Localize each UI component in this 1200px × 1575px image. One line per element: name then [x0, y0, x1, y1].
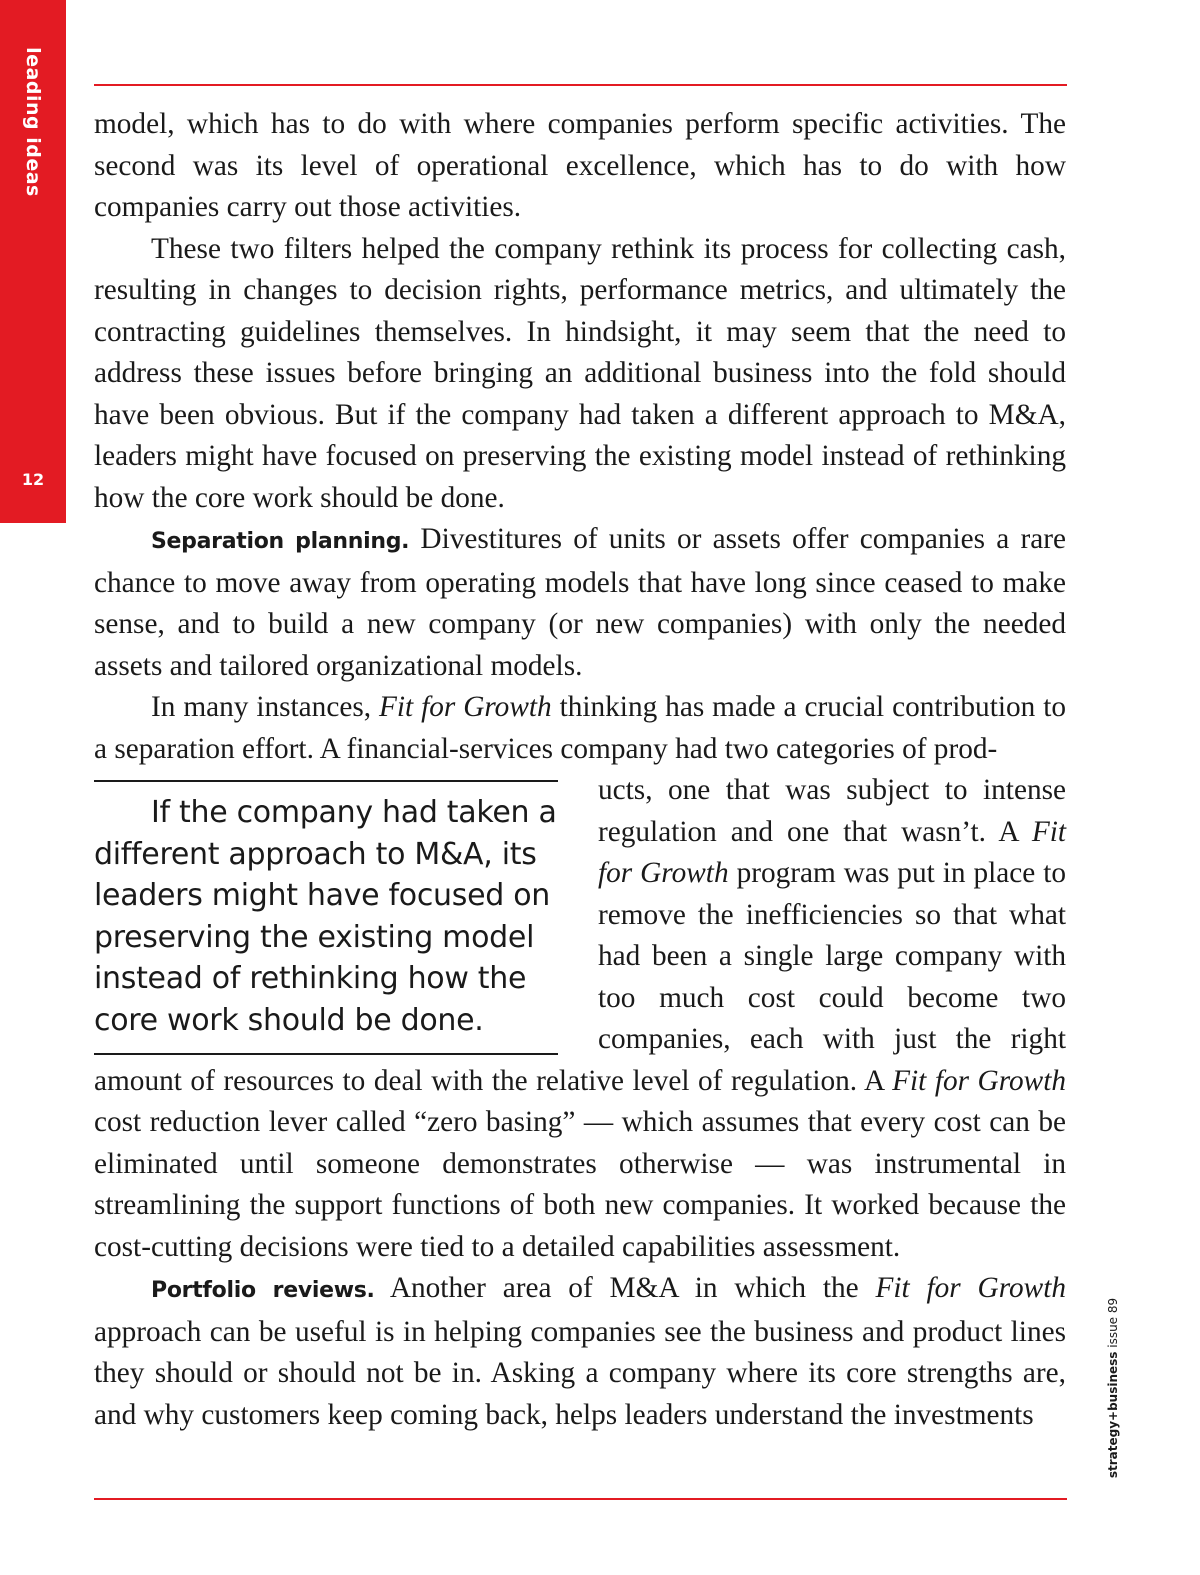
pull-quote: If the company had taken a different approach to M&A, its leaders might have focused on preserving the existing model instead of rethinking how the core work should be done.: [94, 780, 558, 1055]
top-rule: [94, 84, 1067, 86]
paragraph-5-text-a: Another area of M&A in which the: [374, 1272, 876, 1304]
paragraph-2: These two filters helped the company rethink its process for collecting cash, resulting in changes to decision rights, performance metrics, and ultimately the contracting guidelines themselves. In hindsight, it may seem that the need to address these issues before bringing an additional business into the fold should have been obvious. But if the company had taken a different approach to M&A, leaders might have focused on preserving the existing model instead of rethinking how the core work should be done.: [94, 232, 1066, 514]
italic-title: Fit for Growth: [378, 691, 552, 723]
paragraph-4: [94, 687, 1066, 1268]
page-number: 12: [21, 470, 45, 489]
paragraph-4-text-b: thinking has made a crucial contribution to a separation effort. A financial-services company had two categories of prod-: [94, 691, 1066, 765]
paragraph-4-text-a: In many instances,: [151, 691, 379, 723]
paragraph-1: model, which has to do with where companies perform specific activities. The second was its level of operational excellence, which has to do with how companies carry out those activities.: [94, 108, 1066, 223]
publication-footer: [1106, 1298, 1120, 1478]
paragraph-portfolio-reviews: [94, 1268, 1066, 1436]
italic-title: Fit for Growth: [598, 815, 1066, 889]
italic-title: Fit for Growth: [875, 1272, 1066, 1304]
italic-title: Fit for Growth: [892, 1064, 1066, 1097]
paragraph-5-text-b: approach can be useful is in helping companies see the business and product lines they should or should not be in. Asking a company where its core strengths are, and why customers keep coming back, helps leaders understand the investments: [94, 1315, 1066, 1431]
article-body: [94, 104, 1066, 1436]
issue-number: issue 89: [1106, 1297, 1120, 1352]
paragraph-3-text: Divestitures of units or assets offer companies a rare chance to move away from operating models that have long since ceased to make sense, and to build a new company (or new companies) with only the needed assets and tailored organizational models.: [94, 523, 1066, 682]
section-label: leading ideas: [22, 47, 44, 197]
section-tab: [0, 0, 66, 523]
subhead-separation-planning: Separation planning.: [151, 529, 410, 554]
paragraph-4-text-d: cost reduction lever called “zero basing” — which assumes that every cost can be eliminated until someone demonstrates otherwise — was instrumental in streamlining the support functions of both new companies. It worked because the cost-cutting decisions were tied to a detailed capabilities assessment.: [94, 1106, 1066, 1263]
publication-name: strategy+business: [1106, 1351, 1120, 1479]
paragraph-4-text-b-cont: ucts, one that was subject to intense regulation and one that wasn’t. A: [598, 774, 1066, 848]
bottom-rule: [94, 1498, 1067, 1500]
paragraph-separation-planning: [94, 519, 1066, 687]
paragraph-4-text-c: program was put in place to remove the inefficiencies so that what had been a single large company with too much cost could become two companies, each with just the right amount of resources to deal with the relative level of regulation. A: [94, 857, 1066, 1097]
subhead-portfolio-reviews: Portfolio reviews.: [151, 1278, 375, 1303]
